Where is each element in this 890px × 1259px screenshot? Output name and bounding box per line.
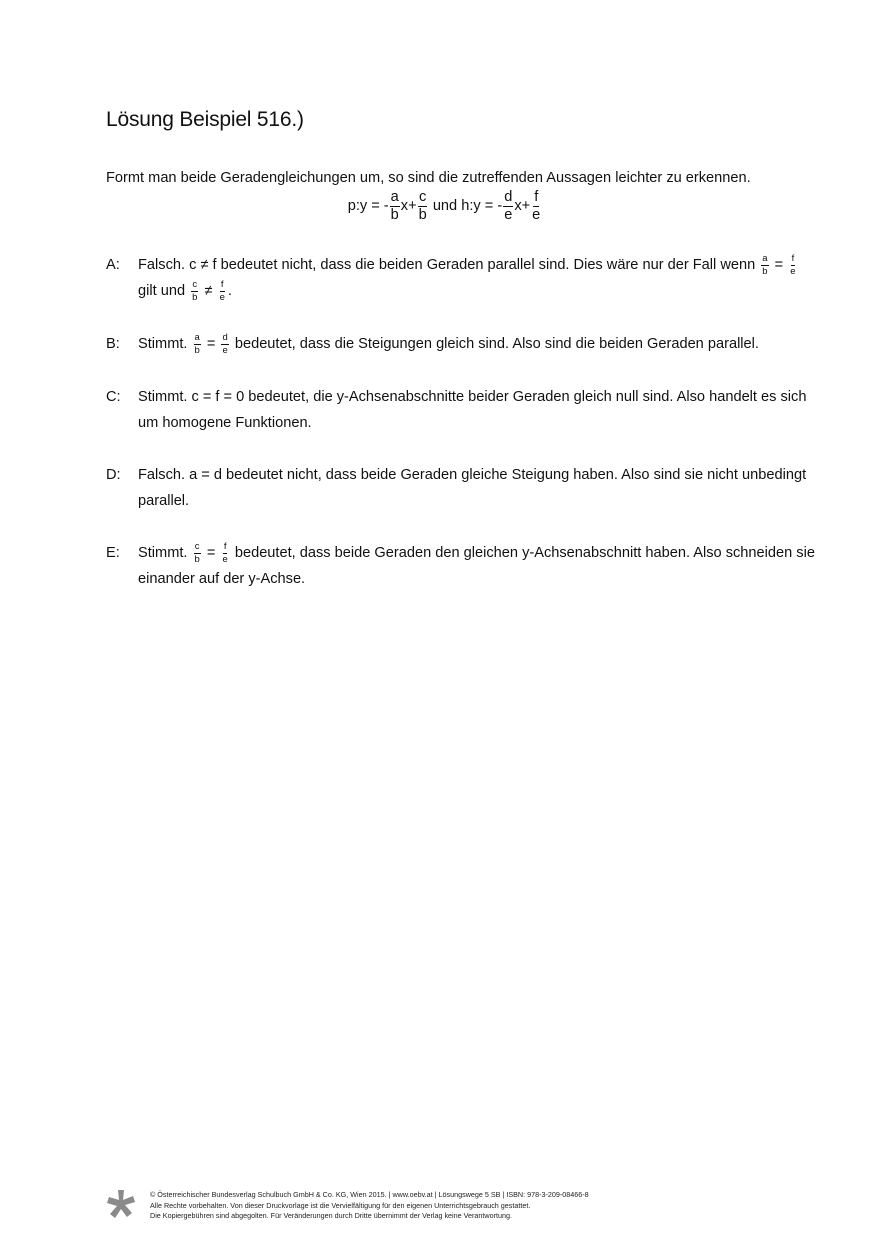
item-body: Stimmt. $\frac{c}{b}$ = $\frac{f}{e}$ bedeutet, dass beide Geraden den gleichen y-Achsenabschnitt haben. Also schneiden sie einander auf der y-Achse. [138,541,815,587]
answer-item-a [106,252,818,304]
answer-item-b [106,331,818,357]
page-title: Lösung Beispiel 516.) [106,108,304,131]
h-prefix: h:y = - [461,197,503,214]
item-body: Stimmt. c = f = 0 bedeutet, die y-Achsenabschnitte beider Geraden gleich null sind. Also handelt es sich um homogene Funktionen. [138,389,807,431]
item-label: B: [106,336,120,352]
intro-text: Formt man beide Geradengleichungen um, so sind die zutreffenden Aussagen leichter zu erkennen. [106,170,751,186]
answer-item-e [106,540,818,592]
item-label: D: [106,467,121,483]
h-mid: x+ [514,197,531,214]
p-mid: x+ [400,197,417,214]
p-prefix: p:y = - [347,197,389,214]
fraction-f-e: $\frac{f}{e}$ [219,279,225,303]
fraction-f-e: $\frac{f}{e}$ [790,253,796,277]
fraction-c-b: $\frac{c}{b}$ [192,279,198,303]
connector: und [432,197,458,214]
fraction-a-b: $\frac{a}{b}$ [390,189,399,223]
item-body: Falsch. a = d bedeutet nicht, dass beide Geraden gleiche Steigung haben. Also sind sie nicht unbedingt parallel. [138,467,807,509]
fraction-f-e: $\frac{f}{e}$ [222,541,228,565]
fraction-a-b: $\frac{a}{b}$ [194,332,200,356]
fraction-c-b: $\frac{c}{b}$ [194,541,200,565]
publisher-logo-icon [106,1189,136,1221]
fraction-d-e: $\frac{d}{e}$ [222,332,228,356]
footer-line: Alle Rechte vorbehalten. Von dieser Druckvorlage ist die Vervielfältigung für den eigenen Unterrichtsgebrauch gestattet. [150,1200,531,1210]
answer-item-d [106,462,818,514]
item-label: E: [106,545,120,561]
equation-line [0,190,890,222]
footer-copyright [150,1190,589,1222]
fraction-d-e: $\frac{d}{e}$ [504,189,513,223]
item-body: Stimmt. $\frac{a}{b}$ = $\frac{d}{e}$ bedeutet, dass die Steigungen gleich sind. Also sind die beiden Geraden parallel. [138,332,759,356]
item-label: A: [106,257,120,273]
footer-line: © Österreichischer Bundesverlag Schulbuch GmbH & Co. KG, Wien 2015. | www.oebv.at | Lösungswege 5 SB | ISBN: 978-3-209-08466-8 [150,1190,589,1199]
fraction-a-b: $\frac{a}{b}$ [762,253,768,277]
answer-item-c [106,384,818,436]
footer-line: Die Kopiergebühren sind abgegolten. Für Veränderungen durch Dritte übernimmt der Verlag keine Verantwortung. [150,1211,512,1220]
fraction-c-b: $\frac{c}{b}$ [418,189,427,223]
item-body: Falsch. c ≠ f bedeutet nicht, dass die beiden Geraden parallel sind. Dies wäre nur der Fall wenn $\frac{a}{b}$ = $\frac{f}{e}$ gilt und $\frac{c}{b}$ ≠ $\frac{f}{e}$ . [138,253,796,303]
item-label: C: [106,389,121,405]
fraction-f-e: $\frac{f}{e}$ [532,189,541,223]
